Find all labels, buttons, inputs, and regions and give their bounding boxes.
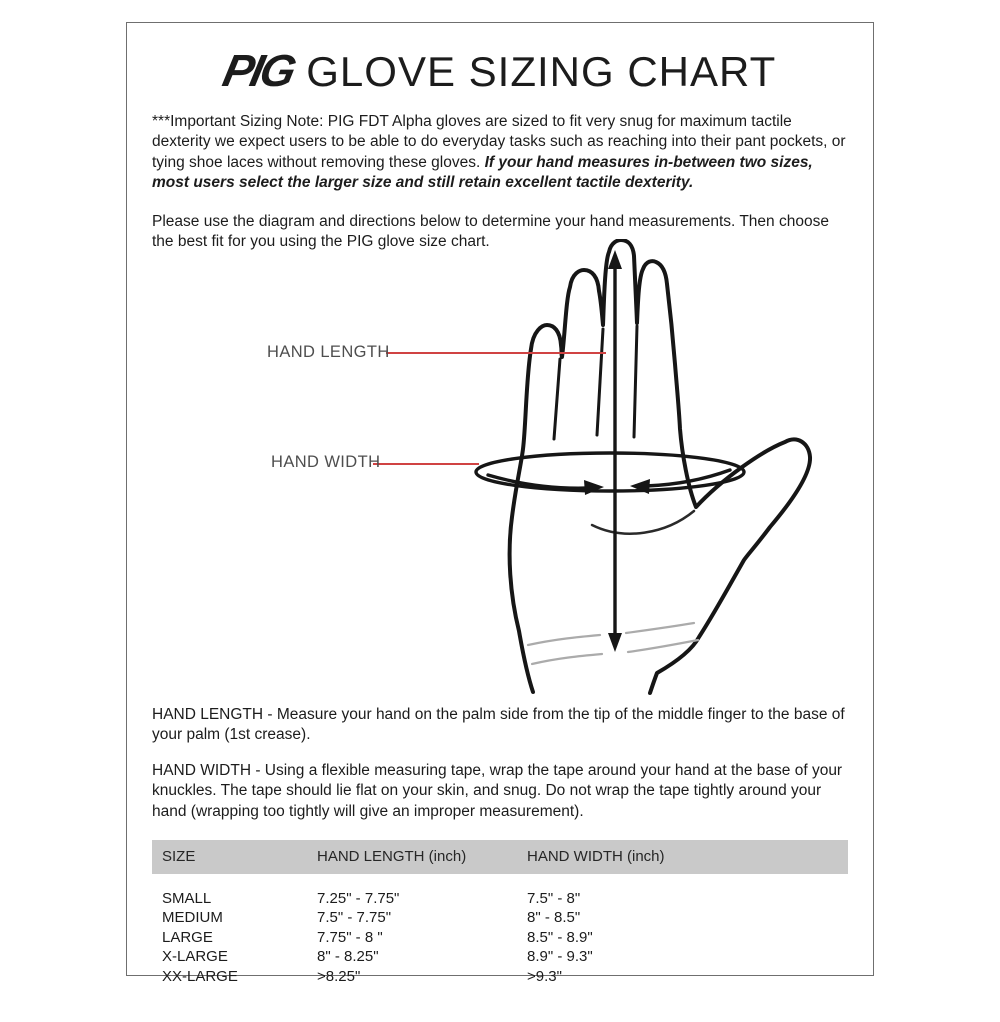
- table-row: [162, 967, 838, 987]
- cell-hand-length: 7.5" - 7.75": [317, 909, 392, 927]
- hand-measurement-diagram: [152, 239, 848, 699]
- sizing-chart-document: [126, 22, 874, 985]
- cell-size: X-LARGE: [162, 948, 228, 966]
- cell-hand-width: 7.5" - 8": [527, 889, 581, 907]
- size-table-body: [152, 889, 848, 987]
- hand-diagram-drawing: [152, 239, 848, 699]
- header-hand-width: HAND WIDTH (inch): [527, 848, 665, 866]
- hand-length-label: HAND LENGTH: [267, 342, 390, 361]
- cell-hand-length: 7.75" - 8 ": [317, 928, 383, 946]
- cell-hand-length: 8" - 8.25": [317, 948, 379, 966]
- cell-hand-length: 7.25" - 7.75": [317, 889, 400, 907]
- cell-size: MEDIUM: [162, 909, 223, 927]
- cell-size: SMALL: [162, 889, 212, 907]
- cell-hand-width: 8.9" - 9.3": [527, 948, 593, 966]
- important-sizing-note: [152, 112, 848, 194]
- page-title: GLOVE SIZING CHART: [306, 48, 777, 95]
- cell-size: XX-LARGE: [162, 967, 238, 985]
- header-size: SIZE: [162, 848, 196, 866]
- cell-hand-width: >9.3": [527, 967, 562, 985]
- note-regular-text: ***Important Sizing Note: PIG FDT Alpha gloves are sized to fit very snug for maximum tactile dexterity we expect users to be able to do everyday tasks such as reaching into their pant pockets, or tying shoe laces without removing these gloves.: [152, 113, 846, 171]
- cell-hand-length: >8.25": [317, 967, 361, 985]
- document-header: [152, 45, 848, 97]
- hand-width-instructions: HAND WIDTH - Using a flexible measuring tape, wrap the tape around your hand at the base of your knuckles. The tape should lie flat on your skin, and snug. Do not wrap the tape tightly around your hand (wrapping too tightly will give an improper measurement).: [152, 761, 843, 820]
- size-table-header: [152, 840, 848, 874]
- note-bold-italic-text: If your hand measures in-between two sizes, most users select the larger size and still retain excellent tactile dexterity.: [152, 153, 813, 192]
- table-row: [162, 928, 838, 948]
- cell-size: LARGE: [162, 928, 213, 946]
- table-row: [162, 908, 838, 928]
- hand-outline: [510, 240, 810, 693]
- table-row: [162, 947, 838, 967]
- pig-logo: PIG: [218, 45, 298, 96]
- size-table: [152, 840, 848, 987]
- hand-length-instructions: HAND LENGTH - Measure your hand on the palm side from the tip of the middle finger to the base of your palm (1st crease).: [152, 705, 845, 744]
- cell-hand-width: 8" - 8.5": [527, 909, 581, 927]
- header-hand-length: HAND LENGTH (inch): [317, 848, 467, 866]
- directions-paragraph: Please use the diagram and directions below to determine your hand measurements. Then choose the best fit for you using the PIG glove size chart.: [152, 212, 829, 251]
- hand-width-label: HAND WIDTH: [271, 452, 381, 471]
- table-row: [162, 889, 838, 909]
- cell-hand-width: 8.5" - 8.9": [527, 928, 593, 946]
